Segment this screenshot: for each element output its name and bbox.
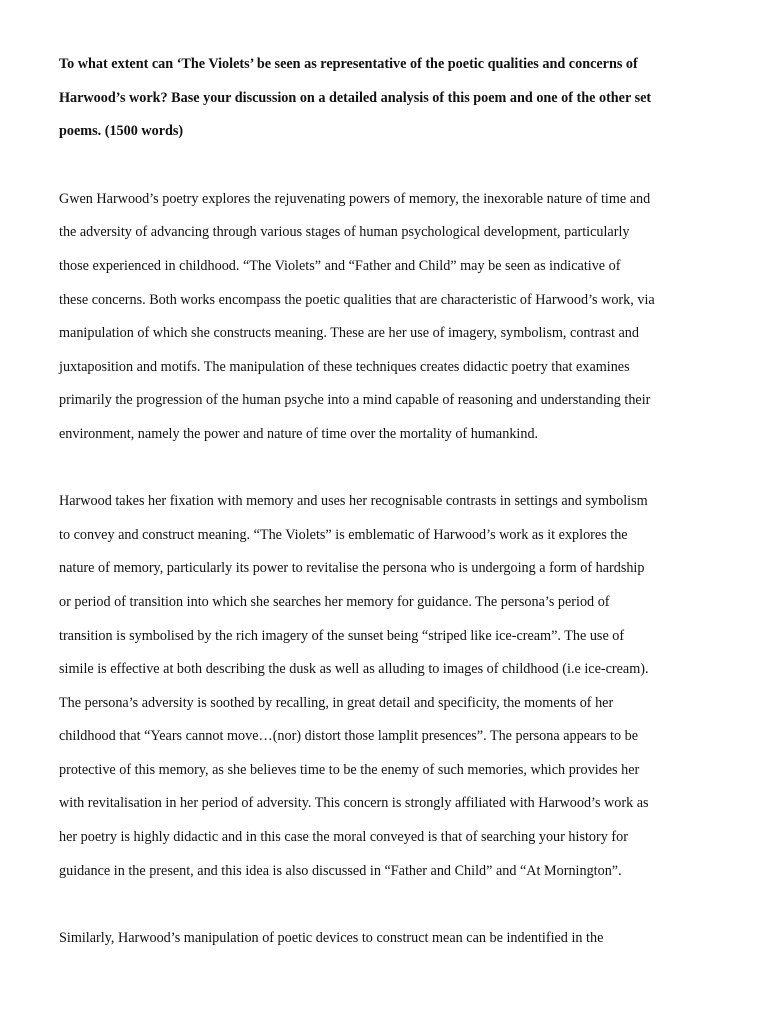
paragraph-line: manipulation of which she constructs meaning. These are her use of imagery, symbolism, contrast and: [59, 325, 639, 342]
paragraph-line: Harwood takes her fixation with memory and uses her recognisable contrasts in settings and symbolism: [59, 493, 648, 510]
paragraph-line: transition is symbolised by the rich imagery of the sunset being “striped like ice-cream”. The use of: [59, 627, 625, 644]
question-line: To what extent can ‘The Violets’ be seen as representative of the poetic qualities and concerns of: [59, 56, 638, 72]
document-page: [59, 48, 723, 989]
paragraph-line: nature of memory, particularly its power to revitalise the persona who is undergoing a form of hardship: [59, 560, 645, 577]
paragraph-line: childhood that “Years cannot move…(nor) distort those lamplit presences”. The persona appears to be: [59, 728, 639, 745]
paragraph-line: simile is effective at both describing the dusk as well as alluding to images of childhood (i.e ice-cream).: [59, 661, 649, 678]
paragraph-line: with revitalisation in her period of adversity. This concern is strongly affiliated with Harwood’s work as: [59, 795, 649, 812]
paragraph-line: those experienced in childhood. “The Violets” and “Father and Child” may be seen as indicative of: [59, 257, 621, 274]
paragraph-line: protective of this memory, as she believes time to be the enemy of such memories, which provides her: [59, 761, 640, 778]
paragraph-line: environment, namely the power and nature of time over the mortality of humankind.: [59, 425, 539, 442]
paragraph-line: the adversity of advancing through various stages of human psychological development, particularly: [59, 224, 630, 241]
question-line: Harwood’s work? Base your discussion on a detailed analysis of this poem and one of the other set: [59, 89, 652, 106]
essay-question: [59, 48, 723, 149]
paragraph-violets: [59, 485, 723, 888]
paragraph-line: these concerns. Both works encompass the poetic qualities that are characteristic of Harwood’s work, via: [59, 291, 655, 308]
paragraph-line: guidance in the present, and this idea is also discussed in “Father and Child” and “At Mornington”.: [59, 862, 622, 879]
paragraph-line: her poetry is highly didactic and in this case the moral conveyed is that of searching your history for: [59, 829, 628, 846]
question-line: poems. (1500 words): [59, 123, 184, 140]
paragraph-line: Similarly, Harwood’s manipulation of poetic devices to construct mean can be indentified in the: [59, 929, 604, 946]
paragraph-line: The persona’s adversity is soothed by recalling, in great detail and specificity, the moments of her: [59, 694, 614, 711]
paragraph-intro: [59, 183, 723, 452]
paragraph-line: juxtaposition and motifs. The manipulation of these techniques creates didactic poetry that examines: [59, 358, 630, 375]
paragraph-line: Gwen Harwood’s poetry explores the rejuvenating powers of memory, the inexorable nature of time and: [59, 190, 651, 207]
paragraph-line: or period of transition into which she searches her memory for guidance. The persona’s period of: [59, 593, 610, 610]
paragraph-similarly: [59, 922, 723, 956]
paragraph-line: primarily the progression of the human psyche into a mind capable of reasoning and understanding their: [59, 392, 651, 409]
paragraph-line: to convey and construct meaning. “The Violets” is emblematic of Harwood’s work as it explores the: [59, 526, 628, 543]
